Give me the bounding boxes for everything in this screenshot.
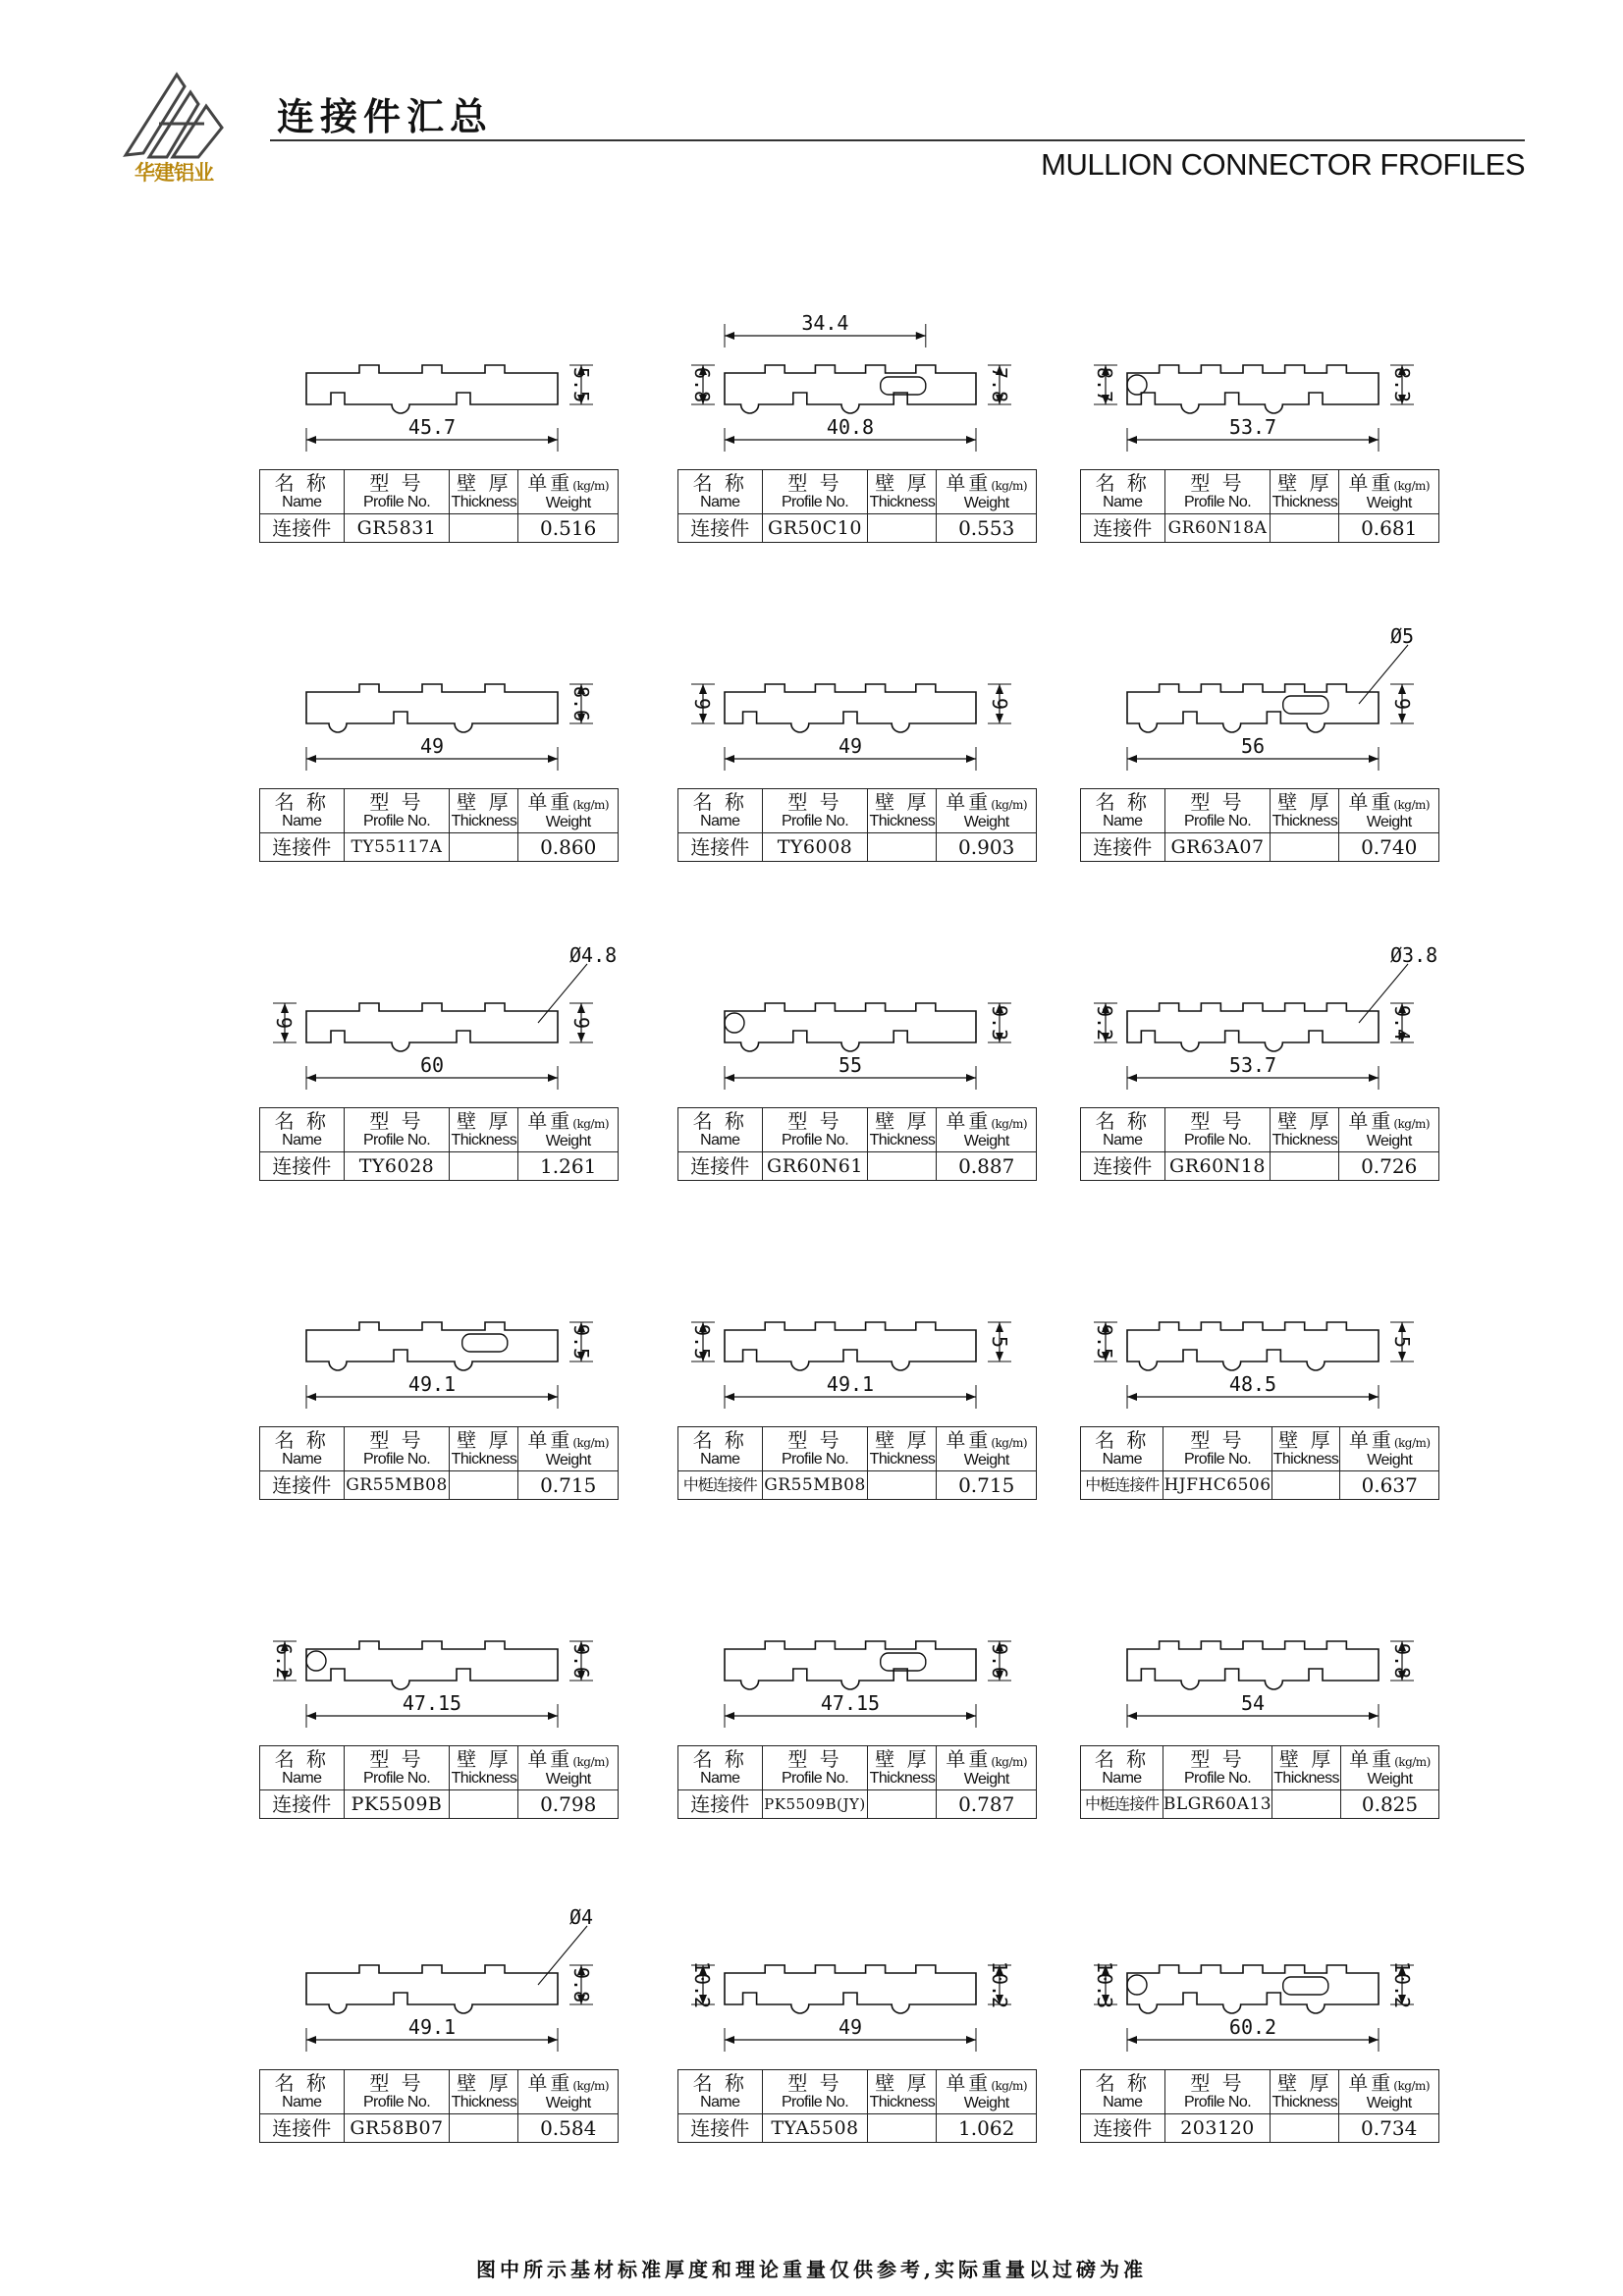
profile-number: HJFHC6506 [1163,1471,1271,1500]
profile-outline [306,684,558,732]
height-dimension: 6.8 [690,366,714,403]
width-dimension: 49 [838,734,863,758]
profile-name: 连接件 [678,2114,763,2143]
profile-weight: 0.903 [937,833,1037,862]
profile-weight: 0.887 [937,1152,1037,1181]
spec-table-header [260,789,619,833]
height-dimension: 9.8 [568,1966,593,2003]
height-dimension: 9.5 [1093,1323,1116,1361]
profile-name: 连接件 [1081,833,1165,862]
profile-number: PK5509B(JY) [762,1790,868,1819]
spec-table-header [1081,2070,1439,2114]
header-thickness: 壁 厚 Thickness [1271,470,1339,514]
profile-card [677,1914,1037,2228]
profile-name: 连接件 [1081,1152,1165,1181]
header-name: 名 称 Name [1081,1746,1163,1790]
header-profile-no: 型 号 Profile No. [344,1746,450,1790]
header-weight: 单重(kg/m) Weight [1339,2070,1439,2114]
spec-table [1080,1426,1439,1500]
spec-table [1080,788,1439,862]
profile-thickness [1271,833,1339,862]
width-dimension: 45.7 [407,415,457,439]
page-title-en: MULLION CONNECTOR FROFILES [1041,147,1525,182]
header-profile-no: 型 号 Profile No. [1164,789,1271,833]
spec-table-header [678,1746,1037,1790]
height-dimension: 9 [568,1016,593,1030]
profile-weight: 0.825 [1341,1790,1439,1819]
width-dimension: 40.8 [826,415,875,439]
table-row [1081,833,1439,862]
diameter-label: Ø3.8 [1390,943,1438,967]
profile-number: GR5831 [344,514,450,543]
header-profile-no: 型 号 Profile No. [1163,1746,1271,1790]
profile-outline [1127,1003,1379,1051]
header-name: 名 称 Name [678,470,763,514]
height-dimension: 9 [987,697,1011,711]
profile-thickness [868,2114,937,2143]
profile-card [1080,1914,1439,2228]
spec-table-header [260,1108,619,1152]
profile-outline [1127,1322,1379,1370]
spec-table [259,1745,619,1819]
profile-name: 连接件 [678,833,763,862]
profile-thickness [868,833,937,862]
spec-table-header [678,2070,1037,2114]
profile-thickness [1271,1152,1339,1181]
profile-card [1080,314,1439,628]
width-dimension: 54 [1240,1691,1266,1715]
spec-table-header [678,470,1037,514]
header-name: 名 称 Name [678,1108,763,1152]
profile-thickness [450,1471,518,1500]
header-name: 名 称 Name [260,789,345,833]
table-row [678,1790,1037,1819]
table-row [260,1790,619,1819]
spec-table-header [678,1427,1037,1471]
profile-card [677,311,1037,628]
profile-thickness [1271,1471,1340,1500]
profile-name: 连接件 [678,514,763,543]
footer-note: 图中所示基材标准厚度和理论重量仅供参考,实际重量以过磅为准 [476,2258,1147,2281]
header-thickness: 壁 厚 Thickness [450,1746,518,1790]
header-thickness: 壁 厚 Thickness [1271,2070,1339,2114]
profile-card [259,314,619,628]
profile-thickness [868,1471,937,1500]
table-row [678,1152,1037,1181]
profile-weight: 0.860 [518,833,619,862]
spec-table [259,469,619,543]
profile-name: 连接件 [678,1790,763,1819]
header-thickness: 壁 厚 Thickness [868,789,937,833]
height-dimension: 7.8 [987,366,1011,403]
spec-table [677,469,1037,543]
profile-number: PK5509B [344,1790,450,1819]
header-weight: 单重(kg/m) Weight [937,1427,1037,1471]
profile-card [677,952,1037,1266]
header-thickness: 壁 厚 Thickness [450,2070,518,2114]
profile-thickness [1271,514,1339,543]
spec-table [259,2069,619,2143]
profile-thickness [868,1790,937,1819]
table-row [260,1152,619,1181]
spec-table-header [260,1746,619,1790]
profile-card [1080,943,1439,1266]
header-thickness: 壁 厚 Thickness [868,2070,937,2114]
profile-name: 连接件 [260,2114,345,2143]
width-dimension: 53.7 [1228,1053,1277,1077]
header-weight: 单重(kg/m) Weight [518,470,619,514]
header-thickness: 壁 厚 Thickness [450,789,518,833]
height-dimension: 9.8 [1389,1642,1414,1680]
header-name: 名 称 Name [1081,470,1165,514]
spec-table-header [260,2070,619,2114]
height-dimension: 9.6 [568,1642,593,1680]
profile-outline [1127,684,1379,732]
height-dimension: 10.3 [1093,1960,1116,2009]
spec-table-header [1081,1746,1439,1790]
spec-table [677,1107,1037,1181]
width-dimension: 49 [838,2015,863,2039]
profile-name: 连接件 [260,514,345,543]
height-dimension: 9.6 [987,1642,1011,1680]
header-name: 名 称 Name [1081,1108,1165,1152]
table-row [1081,1471,1439,1500]
profile-weight: 0.715 [518,1471,619,1500]
spec-table-header [1081,789,1439,833]
header-thickness: 壁 厚 Thickness [1271,1427,1340,1471]
spec-table [677,788,1037,862]
header-profile-no: 型 号 Profile No. [762,2070,868,2114]
profile-outline [725,1641,976,1689]
spec-table [259,788,619,862]
spec-table-header [678,789,1037,833]
width-dimension: 60.2 [1228,2015,1277,2039]
spec-table [259,1426,619,1500]
profile-card [677,1271,1037,1585]
table-row [1081,2114,1439,2143]
header-profile-no: 型 号 Profile No. [344,1108,450,1152]
height-dimension: 9 [272,1016,296,1030]
profile-weight: 0.715 [937,1471,1037,1500]
height-dimension: 6.2 [272,1642,296,1680]
spec-table-header [1081,1427,1439,1471]
profile-number: GR60N61 [762,1152,868,1181]
header-name: 名 称 Name [1081,2070,1165,2114]
profile-name: 连接件 [1081,514,1165,543]
header-thickness: 壁 厚 Thickness [450,470,518,514]
header-weight: 单重(kg/m) Weight [518,1108,619,1152]
profile-number: 203120 [1164,2114,1271,2143]
profile-outline [306,1322,558,1370]
profile-name: 连接件 [260,1471,345,1500]
profile-thickness [450,514,518,543]
header-weight: 单重(kg/m) Weight [518,2070,619,2114]
height-dimension: 5 [987,1335,1011,1349]
height-dimension: 9.4 [1389,1004,1414,1041]
profile-outline [725,1965,976,2013]
table-row [678,514,1037,543]
header-thickness: 壁 厚 Thickness [868,1108,937,1152]
height-dimension: 10.2 [1389,1960,1414,2009]
height-dimension: 10.2 [690,1960,714,2009]
spec-table-header [1081,470,1439,514]
diameter-label: Ø4.8 [569,943,618,967]
profile-card [677,1590,1037,1904]
header-thickness: 壁 厚 Thickness [868,1746,937,1790]
header-profile-no: 型 号 Profile No. [762,470,868,514]
table-row [678,833,1037,862]
diameter-label: Ø4 [569,1905,594,1929]
header-name: 名 称 Name [678,1427,763,1471]
profile-outline [725,684,976,732]
header-weight: 单重(kg/m) Weight [1341,1746,1439,1790]
header-profile-no: 型 号 Profile No. [762,789,868,833]
header-weight: 单重(kg/m) Weight [1339,1108,1439,1152]
header-profile-no: 型 号 Profile No. [762,1746,868,1790]
width-dimension: 56 [1240,734,1266,758]
header-thickness: 壁 厚 Thickness [450,1108,518,1152]
header-name: 名 称 Name [260,1427,345,1471]
header-name: 名 称 Name [1081,1427,1163,1471]
table-row [678,1471,1037,1500]
spec-table [1080,1745,1439,1819]
spec-table [677,1745,1037,1819]
profile-outline [725,1322,976,1370]
table-row [1081,1790,1439,1819]
height-dimension: 5 [1389,1335,1414,1349]
profile-name: 连接件 [260,1790,345,1819]
height-dimension: 9 [1389,697,1414,711]
profile-number: TY6028 [344,1152,450,1181]
header-name: 名 称 Name [260,1746,345,1790]
header-thickness: 壁 厚 Thickness [1271,1108,1339,1152]
diameter-label: Ø5 [1390,624,1415,648]
height-dimension: 8.6 [568,685,593,722]
profile-outline [306,1003,558,1051]
header-weight: 单重(kg/m) Weight [937,1108,1037,1152]
profile-number: GR55MB08 [344,1471,450,1500]
profile-weight: 0.734 [1339,2114,1439,2143]
header-weight: 单重(kg/m) Weight [937,470,1037,514]
header-weight: 单重(kg/m) Weight [518,1746,619,1790]
profile-thickness [450,1790,518,1819]
profile-weight: 1.261 [518,1152,619,1181]
profile-outline [306,1641,558,1689]
profile-outline [1127,1965,1379,2013]
header-profile-no: 型 号 Profile No. [762,1427,868,1471]
width-dimension: 47.15 [820,1691,881,1715]
profile-outline [306,1965,558,2013]
profile-number: BLGR60A13 [1163,1790,1271,1819]
profile-weight: 0.553 [937,514,1037,543]
header-profile-no: 型 号 Profile No. [1164,470,1271,514]
profile-thickness [868,1152,937,1181]
spec-table [677,1426,1037,1500]
profile-number: TYA5508 [762,2114,868,2143]
profile-weight: 1.062 [937,2114,1037,2143]
width-dimension: 53.7 [1228,415,1277,439]
profile-weight: 0.681 [1339,514,1439,543]
spec-table [1080,1107,1439,1181]
spec-table-header [260,1427,619,1471]
header-profile-no: 型 号 Profile No. [1164,2070,1271,2114]
header-weight: 单重(kg/m) Weight [518,789,619,833]
profile-card [259,1905,619,2228]
profile-card [259,1271,619,1585]
profile-thickness [1271,2114,1339,2143]
width-dimension: 60 [419,1053,445,1077]
spec-table-header [1081,1108,1439,1152]
profile-weight: 0.584 [518,2114,619,2143]
profile-number: TY55117A [344,833,450,862]
header-thickness: 壁 厚 Thickness [450,1427,518,1471]
profile-number: TY6008 [762,833,868,862]
height-dimension: 8.3 [1389,366,1414,403]
height-dimension: 9.5 [568,1323,593,1361]
profile-name: 中梃连接件 [1081,1790,1163,1819]
profile-number: GR60N18A [1164,514,1271,543]
profile-weight: 0.726 [1339,1152,1439,1181]
table-row [1081,1152,1439,1181]
header-profile-no: 型 号 Profile No. [1163,1427,1271,1471]
brand-name: 华建铝业 [135,161,213,185]
height-dimension: 9 [690,697,714,711]
table-row [260,833,619,862]
height-dimension: 9.2 [1093,1004,1116,1041]
profile-name: 中梃连接件 [678,1471,763,1500]
header-weight: 单重(kg/m) Weight [518,1427,619,1471]
profile-weight: 0.740 [1339,833,1439,862]
header-profile-no: 型 号 Profile No. [344,1427,450,1471]
header-profile-no: 型 号 Profile No. [344,789,450,833]
header-thickness: 壁 厚 Thickness [868,470,937,514]
header-weight: 单重(kg/m) Weight [1340,1427,1439,1471]
profile-thickness [450,833,518,862]
table-row [1081,514,1439,543]
profile-card [1080,1590,1439,1904]
profile-card [677,633,1037,947]
profile-outline [725,365,976,413]
header-name: 名 称 Name [678,789,763,833]
profile-outline [1127,1641,1379,1689]
profile-name: 连接件 [260,1152,345,1181]
profile-thickness [1272,1790,1341,1819]
profile-weight: 0.787 [937,1790,1037,1819]
spec-table [1080,469,1439,543]
header-profile-no: 型 号 Profile No. [344,470,450,514]
header-weight: 单重(kg/m) Weight [937,1746,1037,1790]
width-dimension: 47.15 [402,1691,462,1715]
width-dimension: 49 [419,734,445,758]
profile-weight: 0.516 [518,514,619,543]
height-dimension: 9.3 [987,1004,1011,1041]
header-thickness: 壁 厚 Thickness [868,1427,937,1471]
header-divider [270,139,1525,141]
header-name: 名 称 Name [1081,789,1165,833]
table-row [678,2114,1037,2143]
table-row [260,514,619,543]
profile-name: 中梃连接件 [1081,1471,1163,1500]
spec-table-header [260,470,619,514]
profile-number: GR50C10 [762,514,868,543]
width-dimension: 49.1 [407,1372,457,1396]
profile-number: GR58B07 [344,2114,450,2143]
height-dimension: 9.5 [690,1323,714,1361]
width-dimension: 55 [838,1053,863,1077]
header-weight: 单重(kg/m) Weight [937,789,1037,833]
header-weight: 单重(kg/m) Weight [1339,470,1439,514]
profile-card [259,943,619,1266]
width-dimension: 34.4 [801,311,849,335]
profile-thickness [868,514,937,543]
profile-number: GR55MB08 [762,1471,868,1500]
header-weight: 单重(kg/m) Weight [1339,789,1439,833]
height-dimension: 10.2 [987,1960,1011,2009]
profile-card [1080,624,1439,947]
profile-thickness [450,1152,518,1181]
header-weight: 单重(kg/m) Weight [937,2070,1037,2114]
header-name: 名 称 Name [260,2070,345,2114]
profile-name: 连接件 [260,833,345,862]
profile-outline [1127,365,1379,413]
table-row [260,1471,619,1500]
spec-table-header [678,1108,1037,1152]
header-profile-no: 型 号 Profile No. [1164,1108,1271,1152]
spec-table [259,1107,619,1181]
profile-weight: 0.637 [1340,1471,1439,1500]
header-name: 名 称 Name [260,1108,345,1152]
header-name: 名 称 Name [678,1746,763,1790]
profile-card [259,1590,619,1904]
profile-outline [306,365,558,413]
height-dimension: 8.7 [1093,366,1116,403]
profile-weight: 0.798 [518,1790,619,1819]
height-dimension: 5.5 [568,366,593,403]
page-title-cn: 连接件汇总 [277,94,494,138]
profile-outline [725,1003,976,1051]
profile-name: 连接件 [1081,2114,1165,2143]
header-profile-no: 型 号 Profile No. [762,1108,868,1152]
width-dimension: 49.1 [826,1372,875,1396]
width-dimension: 48.5 [1228,1372,1277,1396]
profile-number: GR63A07 [1164,833,1271,862]
header-thickness: 壁 厚 Thickness [1271,789,1339,833]
header-thickness: 壁 厚 Thickness [1272,1746,1341,1790]
profile-number: GR60N18 [1164,1152,1271,1181]
profile-card [259,633,619,947]
header-name: 名 称 Name [260,470,345,514]
spec-table [1080,2069,1439,2143]
profile-card [1080,1271,1439,1585]
table-row [260,2114,619,2143]
profile-name: 连接件 [678,1152,763,1181]
width-dimension: 49.1 [407,2015,457,2039]
header-profile-no: 型 号 Profile No. [344,2070,450,2114]
spec-table [677,2069,1037,2143]
profile-thickness [450,2114,518,2143]
header-name: 名 称 Name [678,2070,763,2114]
